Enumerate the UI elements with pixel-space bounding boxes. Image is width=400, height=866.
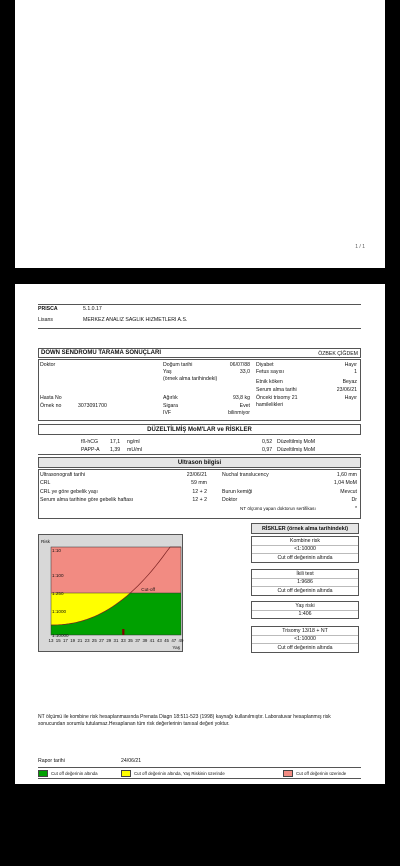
legend-item xyxy=(283,770,346,777)
right-label: Serum alma tarihi xyxy=(256,387,297,393)
mom-label: Düzeltilmiş MoM xyxy=(277,439,316,445)
x-tick-label: 43 xyxy=(156,638,162,643)
mid-label: (örnek alma tarihindeki) xyxy=(163,376,218,382)
us-label: NT ölçümü yapan doktorun sertifikası xyxy=(240,506,316,511)
y-tick-label: 1:100 xyxy=(52,573,64,578)
risk-line: 1:406 xyxy=(298,611,312,618)
risk-box-double xyxy=(251,569,359,596)
report-date-label: Rapor tarihi xyxy=(38,758,65,764)
us-label: Ultrasonografi tarihi xyxy=(40,472,85,478)
legend-item xyxy=(38,770,98,777)
legend-label: Cut off değerinin altında, Yaş Riskinin üzerinde xyxy=(134,770,225,776)
x-tick-label: 33 xyxy=(120,638,126,643)
mid-label: Sigara xyxy=(163,403,178,409)
risk-chart-panel xyxy=(38,534,183,652)
us-label: Burun kemiği xyxy=(222,489,253,495)
y-axis-label: Risk xyxy=(41,539,50,544)
prisca-label: PRISCA xyxy=(38,306,58,312)
x-tick-label: 39 xyxy=(142,638,148,643)
mom-name: PAPP-A xyxy=(81,447,100,453)
y-tick-label: 1:10000 xyxy=(52,633,69,638)
doktor-label: Doktor xyxy=(40,362,56,368)
mom-value: 17,1 xyxy=(110,439,121,445)
mid-value: 06/07/88 xyxy=(229,362,250,368)
risk-line: İkili test xyxy=(252,570,358,579)
risk-box-combined xyxy=(251,536,359,563)
us-label: CRL ye göre gebelik yaşı xyxy=(40,489,98,495)
risk-box-trisomy xyxy=(251,626,359,653)
report-date: 24/06/21 xyxy=(121,758,142,764)
x-tick-label: 19 xyxy=(70,638,76,643)
mom-unit: mU/ml xyxy=(127,447,142,453)
mom-value: 1,39 xyxy=(110,447,121,453)
us-value: 59 mm xyxy=(191,480,207,486)
us-value: 1,60 mm xyxy=(336,472,357,478)
mid-label: Yaş xyxy=(163,369,172,375)
mid-value: 93,8 kg xyxy=(232,395,250,401)
version: 5.1.0.17 xyxy=(83,306,102,312)
risk-line: Cut off değerinin altında xyxy=(277,644,333,651)
us-value: 12 + 2 xyxy=(192,497,207,503)
legend-swatch xyxy=(38,770,48,777)
y-tick-label: 1:250 xyxy=(52,591,64,596)
divider xyxy=(38,328,361,329)
mom-label: Düzeltilmiş MoM xyxy=(277,447,316,453)
x-tick-label: 27 xyxy=(99,638,105,643)
legend-item xyxy=(121,770,225,777)
risks-title: RİSKLER (örnek alma tarihindeki) xyxy=(251,523,359,534)
risk-chart xyxy=(39,535,184,653)
mom-mom: 0,97 xyxy=(262,447,273,453)
x-tick-label: 15 xyxy=(55,638,61,643)
footer-note: NT ölçümü ile kombine risk hesaplanmasında Prenata Diagn 18:511-523 (1998) kaynağı kullanılmıştır. Laboratuvar hesaplanmış risk sonucundan sorumlu tutulamaz.Hesaplanan tüm risk değerlerinin tanısal değeri yoktur. xyxy=(38,714,331,727)
x-tick-label: 29 xyxy=(106,638,112,643)
risk-line: <1:10000 xyxy=(252,636,358,645)
us-label: Doktor xyxy=(222,497,238,503)
right-value: 23/06/21 xyxy=(336,387,357,393)
risk-line: Yaş riski xyxy=(252,602,358,611)
y-tick-label: 1:10 xyxy=(52,548,61,553)
legend-label: Cut off değerinin üzerinde xyxy=(296,770,347,776)
x-tick-label: 25 xyxy=(91,638,97,643)
mid-value: bilinmiyor xyxy=(228,410,250,416)
hasta-no-label: Hasta No xyxy=(40,395,62,401)
divider xyxy=(38,304,361,305)
risk-line: Cut off değerinin altında xyxy=(277,554,333,561)
us-value: 23/06/21 xyxy=(186,472,207,478)
x-tick-label: 13 xyxy=(48,638,54,643)
legend-swatch xyxy=(121,770,131,777)
report-page xyxy=(15,284,385,784)
right-value: Hayır xyxy=(344,362,357,368)
report-title: DOWN SENDROMU TARAMA SONUÇLARI xyxy=(41,350,161,356)
divider xyxy=(38,767,361,768)
patient-info-box xyxy=(38,359,361,421)
x-tick-label: 37 xyxy=(135,638,141,643)
us-value: 1,04 MoM xyxy=(333,480,357,486)
mid-label: Ağırlık xyxy=(163,395,178,401)
x-tick-label: 23 xyxy=(84,638,90,643)
legend-label: Cut off değerinin altında xyxy=(51,770,98,776)
mom-mom: 0,52 xyxy=(262,439,273,445)
x-axis-label: Yaş xyxy=(172,645,180,650)
cutoff-label: Cut-off xyxy=(141,587,155,592)
ultrasound-title: Ultrason bilgisi xyxy=(38,457,361,468)
us-value: Mevcut xyxy=(340,489,357,495)
lisans-label: Lisans xyxy=(38,317,53,323)
right-label: hamilelikleri xyxy=(256,402,284,408)
right-label: Önceki trisomy 21 xyxy=(256,395,298,401)
x-tick-label: 21 xyxy=(77,638,83,643)
x-tick-label: 35 xyxy=(127,638,133,643)
right-value: Beyaz xyxy=(342,379,357,385)
y-tick-label: 1:1000 xyxy=(52,609,67,614)
patient-name: ÖZBEK ÇİĞDEM xyxy=(318,350,358,357)
right-label: Diyabet xyxy=(256,362,274,368)
ornek-no-value: 3073091700 xyxy=(78,403,107,409)
risk-line: Cut off değerinin altında xyxy=(277,587,333,594)
us-label: CRL xyxy=(40,480,51,486)
mid-value: 33,0 xyxy=(239,369,250,375)
risk-line: 1:9686 xyxy=(252,579,358,588)
us-label: Nuchal translucency xyxy=(222,472,269,478)
x-tick-label: 45 xyxy=(164,638,170,643)
us-label: Serum alma tarihine göre gebelik haftası xyxy=(40,497,134,503)
mid-label: Doğum tarihi xyxy=(163,362,193,368)
mom-name: fß-hCG xyxy=(81,439,99,445)
risk-line: Kombine risk xyxy=(252,537,358,546)
legend-swatch xyxy=(283,770,293,777)
right-value: Hayır xyxy=(344,395,357,401)
previous-page xyxy=(15,0,385,268)
ornek-no-label: Örnek no xyxy=(40,403,62,409)
x-tick-label: 17 xyxy=(62,638,68,643)
right-label: Fetus sayısı xyxy=(256,369,284,375)
x-tick-label: 31 xyxy=(113,638,119,643)
x-tick-label: 47 xyxy=(171,638,177,643)
right-value: 1 xyxy=(354,369,357,375)
mom-section-title: DÜZELTİLMİŞ MoM'LAR ve RİSKLER xyxy=(38,424,361,435)
divider xyxy=(38,454,361,455)
report-title-bar xyxy=(38,348,361,358)
risk-line: Trisomy 13/18 + NT xyxy=(252,627,358,636)
page-number: 1 / 1 xyxy=(355,244,365,250)
risk-box-age xyxy=(251,601,359,619)
mid-value: Evet xyxy=(239,403,250,409)
mid-label: IVF xyxy=(163,410,172,416)
x-tick-label: 49 xyxy=(178,638,184,643)
us-value: * xyxy=(354,506,357,512)
lisans-value: MERKEZ ANALIZ SAGLIK HIZMETLERI A.S. xyxy=(83,317,188,323)
right-label: Etnik köken xyxy=(256,379,283,385)
us-value: Dr xyxy=(351,497,357,503)
risk-line: <1:10000 xyxy=(252,546,358,555)
us-value: 12 + 2 xyxy=(192,489,207,495)
divider xyxy=(38,778,361,779)
mom-unit: ng/ml xyxy=(127,439,140,445)
patient-marker xyxy=(122,629,124,635)
x-tick-label: 41 xyxy=(149,638,155,643)
